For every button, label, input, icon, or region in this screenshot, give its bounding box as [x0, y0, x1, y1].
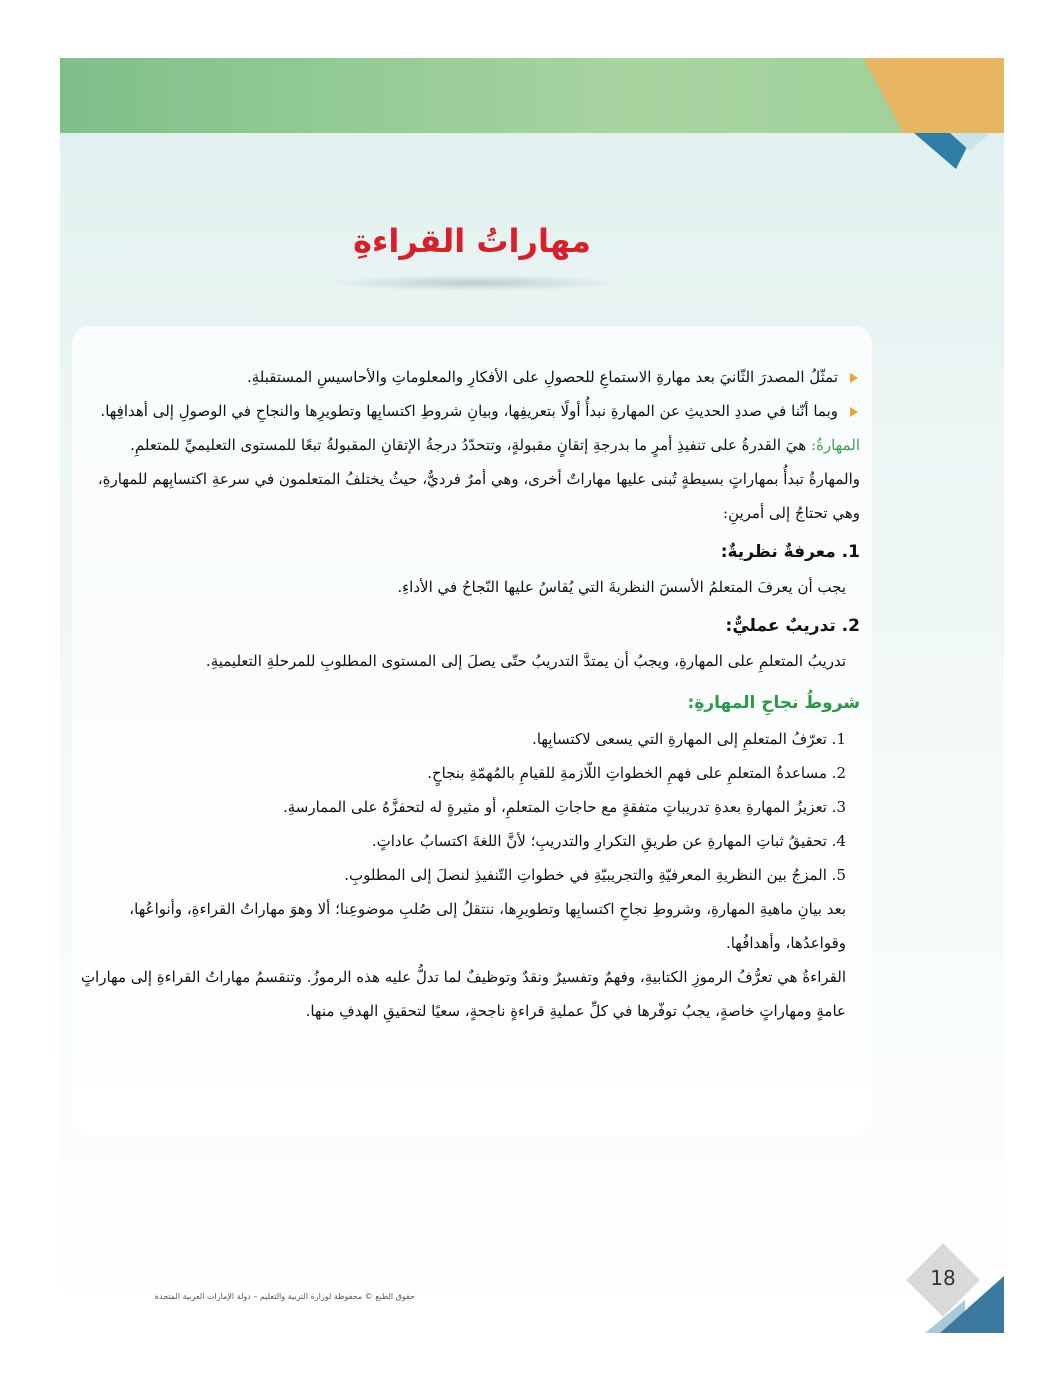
bullet-triangle-icon: [850, 373, 858, 383]
main-content: [78, 360, 860, 1028]
definition-text: هيَ القدرةُ على تنفيذِ أمرٍ ما بدرجةِ إتقانٍ مقبولةٍ، وتتحدّدُ درجةُ الإتقانِ المقبولةُ تبعًا للمستوى التعليميِّ للمتعلمِ. والمهارةُ تبدأُ بمهاراتٍ بسيطةٍ تُبنى عليها مهاراتٌ أخرى، وهي أمرٌ فرديٌّ، حيثُ يختلفُ المتعلمون في سرعةِ اكتسابِهم للمهارةِ، وهي تحتاجُ إلى أمرينِ:: [97, 436, 860, 522]
page-number: 18: [930, 1266, 956, 1290]
requirement-1-text: يجب أن يعرفَ المتعلمُ الأسسَ النظريةَ التي يُقاسُ عليها النّجاحُ في الأداءِ.: [397, 578, 846, 596]
requirement-1-heading: 1. معرفةٌ نظريةٌ:: [720, 542, 860, 562]
definition-term: المهارةُ:: [810, 436, 860, 454]
requirement-2-heading: 2. تدريبٌ عمليٌّ:: [725, 616, 860, 636]
list-item: 4. تحقيقُ ثباتِ المهارةِ عن طريقِ التكرارِ والتدريبِ؛ لأنَّ اللغةَ اكتسابُ عاداتٍ.: [371, 832, 846, 850]
definition-paragraph: [78, 428, 860, 530]
intro-bullet-1: [78, 360, 860, 394]
closing-paragraph-2: القراءةُ هي تعرُّفُ الرموزِ الكتابيةِ، وفهمٌ وتفسيرٌ ونقدٌ وتوظيفٌ لما تدلُّ عليه هذه الرموزُ. وتنقسمُ مهاراتُ القراءةِ إلى مهاراتٍ عامةٍ ومهاراتٍ خاصةٍ، يجبُ توفّرها في كلِّ عمليةِ قراءةٍ ناجحةٍ، سعيًا لتحقيقِ الهدفِ منها.: [80, 968, 846, 1020]
page-title: مهاراتُ القراءةِ: [353, 222, 591, 260]
list-item: 3. تعزيزُ المهارةِ بعدةِ تدريباتٍ متفقةٍ مع حاجاتِ المتعلمِ، أو مثيرةٍ له لتحفزَّهُ على الممارسةِ.: [282, 798, 846, 816]
list-item: 5. المزجُ بين النظريةِ المعرفيّةِ والتجريبيّةِ في خطواتِ التّنفيذِ لنصلَ إلى المطلوبِ.: [344, 866, 846, 884]
conditions-heading: شروطُ نجاحِ المهارةِ:: [687, 693, 860, 713]
bullet-triangle-icon: [850, 407, 858, 417]
requirement-2-text: تدريبُ المتعلمِ على المهارةِ، ويجبُ أن يمتدَّ التدريبُ حتّى يصلَ إلى المستوى المطلوبِ للمرحلةِ التعليميةِ.: [205, 652, 846, 670]
list-item: 2. مساعدةُ المتعلمِ على فهمِ الخطواتِ اللّازمةِ للقيامِ بالمُهمّةِ بنجاحٍ.: [427, 764, 846, 782]
intro-bullet-2-text: وبما أنّنا في صددِ الحديثِ عن المهارةِ نبدأُ أولًا بتعريفِها، وبيانِ شروطِ اكتسابِها وتطويرِها والنجاحِ في الوصولِ إلى أهدافِها.: [100, 402, 838, 420]
title-shadow: [325, 275, 625, 291]
conditions-list: [78, 722, 860, 892]
closing-paragraph-1: بعد بيانِ ماهيةِ المهارةِ، وشروطِ نجاحِ اكتسابِها وتطويرِها، ننتقلُ إلى صُلبِ موضوعِنا؛ ألا وهوَ مهاراتُ القراءةِ، وأنواعُها، وقواعدُها، وأهدافُها.: [129, 900, 846, 952]
list-item: 1. تعرّفُ المتعلمِ إلى المهارةِ التي يسعى لاكتسابِها.: [532, 730, 846, 748]
intro-bullet-1-text: تمثّلُ المصدرَ الثّانيَ بعد مهارةِ الاستماعِ للحصولِ على الأفكارِ والمعلوماتِ والأحاسيسِ المستقبلةِ.: [247, 368, 838, 386]
intro-bullet-2: [78, 394, 860, 428]
copyright-footer: حقوق الطبع © محفوظة لوزارة التربية والتعليم – دولة الإمارات العربية المتحدة: [154, 1292, 415, 1301]
header-banner: [60, 58, 1004, 133]
